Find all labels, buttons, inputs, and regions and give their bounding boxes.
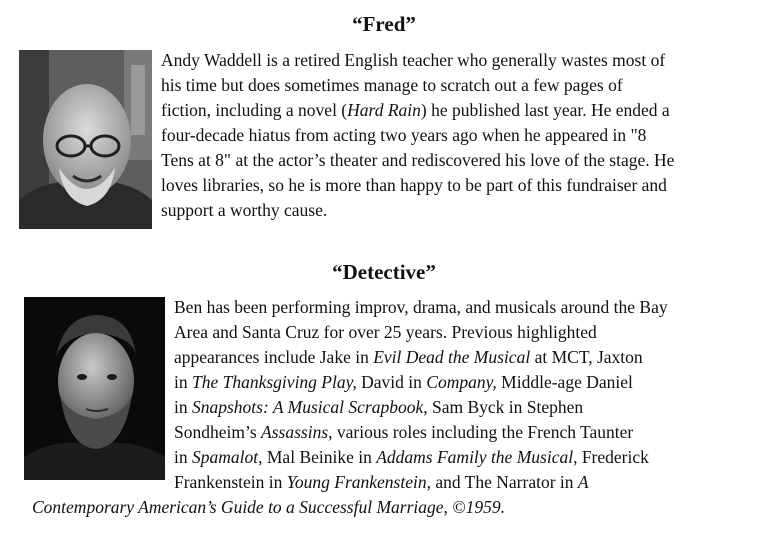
bio-line: Andy Waddell is a retired English teacher who generally wastes most of: [161, 50, 666, 70]
portrait-photo-fred: [19, 50, 152, 229]
bio-line: Ben has been performing improv, drama, and musicals around the Bay: [174, 297, 668, 317]
bio-line: support a worthy cause.: [161, 200, 328, 220]
bio-line: in The Thanksgiving Play, David in Company, Middle-age Daniel: [174, 372, 633, 392]
bio-line: fiction, including a novel (Hard Rain) he published last year. He ended a: [161, 100, 670, 120]
bio-line: his time but does sometimes manage to scratch out a few pages of: [161, 75, 623, 95]
bio-line: loves libraries, so he is more than happy to be part of this fundraiser and: [161, 175, 667, 195]
role-heading-detective: “Detective”: [332, 260, 436, 284]
bald-man-glasses-icon: [19, 50, 152, 229]
bio-line: in Spamalot, Mal Beinike in Addams Family the Musical, Frederick: [174, 447, 649, 467]
portrait-photo-detective: [24, 297, 165, 480]
bio-paragraph-fred: [161, 48, 674, 223]
bio-paragraph-detective-last-line: [32, 495, 505, 520]
role-heading-fred: “Fred”: [352, 12, 416, 36]
bio-paragraph-detective: [174, 295, 668, 495]
bio-line: in Snapshots: A Musical Scrapbook, Sam Byck in Stephen: [174, 397, 584, 417]
bio-line: appearances include Jake in Evil Dead the Musical at MCT, Jaxton: [174, 347, 643, 367]
bio-line: Contemporary American’s Guide to a Successful Marriage, ©1959.: [32, 497, 505, 517]
bio-line: Sondheim’s Assassins, various roles including the French Taunter: [174, 422, 634, 442]
bio-line: Tens at 8" at the actor’s theater and rediscovered his love of the stage. He: [161, 150, 675, 170]
bearded-man-icon: [24, 297, 165, 480]
bio-line: Frankenstein in Young Frankenstein, and The Narrator in A: [174, 472, 589, 492]
bio-line: Area and Santa Cruz for over 25 years. Previous highlighted: [174, 322, 597, 342]
bio-line: four-decade hiatus from acting two years ago when he appeared in "8: [161, 125, 647, 145]
